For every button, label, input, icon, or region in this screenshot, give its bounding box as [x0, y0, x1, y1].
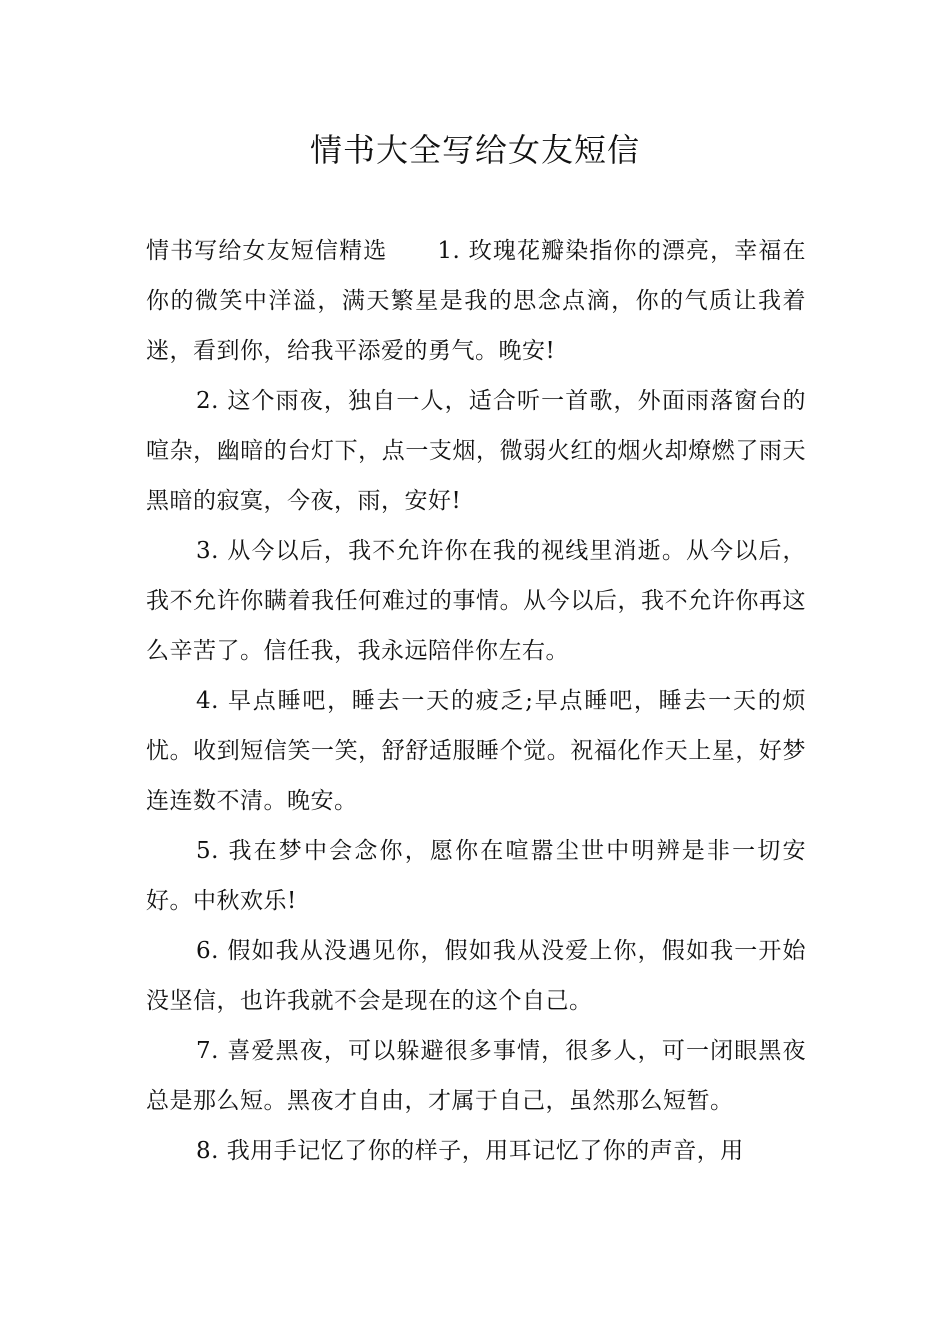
paragraph-6: 6. 假如我从没遇见你，假如我从没爱上你，假如我一开始没坚信，也许我就不会是现在的这个自己。: [146, 938, 806, 1014]
paragraph-8: 8. 我用手记忆了你的样子，用耳记忆了你的声音，用: [196, 1138, 744, 1164]
paragraph-7: 7. 喜爱黑夜，可以躲避很多事情，很多人，可一闭眼黑夜总是那么短。黑夜才自由，才属于自己，虽然那么短暂。: [146, 1038, 806, 1114]
paragraph-3: 3. 从今以后，我不允许你在我的视线里消逝。从今以后，我不允许你瞒着我任何难过的事情。从今以后，我不允许你再这么辛苦了。信任我，我永远陪伴你左右。: [146, 538, 806, 664]
paragraph-5: 5. 我在梦中会念你，愿你在喧嚣尘世中明辨是非一切安好。中秋欢乐!: [146, 838, 806, 914]
document-body: [146, 226, 806, 1176]
paragraph-4: 4. 早点睡吧，睡去一天的疲乏;早点睡吧，睡去一天的烦忧。收到短信笑一笑，舒舒适服睡个觉。祝福化作天上星，好梦连连数不清。晚安。: [146, 688, 806, 814]
paragraph-1-text: 1. 玫瑰花瓣染指你的漂亮，幸福在你的微笑中洋溢，满天繁星是我的思念点滴，你的气质让我着迷，看到你，给我平添爱的勇气。晚安!: [146, 238, 807, 364]
paragraph-1: [146, 226, 806, 376]
intro-heading: 情书写给女友短信精选: [146, 238, 388, 264]
document-title: 情书大全写给女友短信: [309, 131, 640, 169]
paragraph-2: 2. 这个雨夜，独自一人，适合听一首歌，外面雨落窗台的喧杂，幽暗的台灯下，点一支烟，微弱火红的烟火却燎燃了雨天黑暗的寂寞，今夜，雨，安好!: [146, 388, 806, 514]
